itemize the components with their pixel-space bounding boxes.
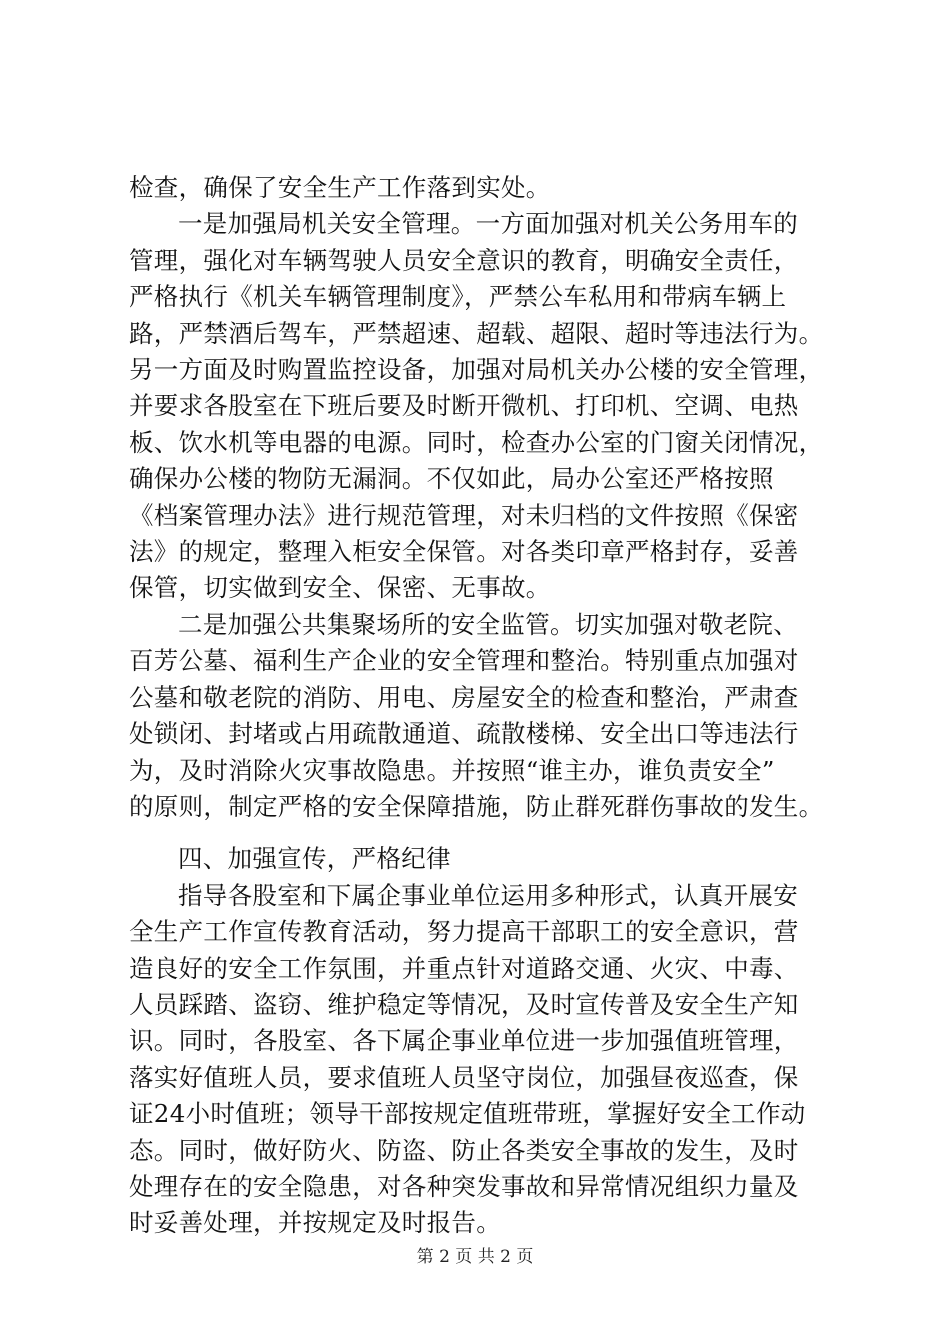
paragraph-line: 法》的规定，整理入柜安全保管。对各类印章严格封存，妥善	[129, 537, 799, 567]
paragraph-line: 的原则，制定严格的安全保障措施，防止群死群伤事故的发生。	[129, 791, 824, 821]
document-body	[129, 170, 849, 1242]
paragraph-line: 板、饮水机等电器的电源。同时，检查办公室的门窗关闭情况，	[129, 427, 824, 457]
paragraph-line: 识。同时，各股室、各下属企事业单位进一步加强值班管理，	[129, 1026, 799, 1056]
page-footer: 第 2 页 共 2 页	[416, 1247, 534, 1267]
paragraph-line: 管理，强化对车辆驾驶人员安全意识的教育，明确安全责任，	[129, 245, 799, 275]
paragraph-line: 人员踩踏、盗窃、维护稳定等情况，及时宣传普及安全生产知	[129, 989, 799, 1019]
paragraph-line: 证24小时值班；领导干部按规定值班带班，掌握好安全工作动	[129, 1099, 806, 1129]
paragraph-line: 时妥善处理，并按规定及时报告。	[129, 1208, 501, 1238]
section-heading: 四、加强宣传，严格纪律	[178, 844, 451, 874]
paragraph-line: 二是加强公共集聚场所的安全监管。切实加强对敬老院、	[178, 609, 798, 639]
paragraph-line: 检查，确保了安全生产工作落到实处。	[129, 173, 551, 202]
section-spacer	[129, 825, 849, 841]
paragraph-line: 指导各股室和下属企事业单位运用多种形式，认真开展安	[178, 880, 798, 910]
paragraph-line: 处理存在的安全隐患，对各种突发事故和异常情况组织力量及	[129, 1171, 799, 1201]
paragraph-line: 严格执行《机关车辆管理制度》，严禁公车私用和带病车辆上	[129, 282, 787, 312]
paragraph-line: 造良好的安全工作氛围，并重点针对道路交通、火灾、中毒、	[129, 953, 799, 983]
paragraph-line: 《档案管理办法》进行规范管理，对未归档的文件按照《保密	[129, 500, 799, 530]
paragraph-line: 一是加强局机关安全管理。一方面加强对机关公务用车的	[178, 209, 798, 239]
paragraph-line: 落实好值班人员，要求值班人员坚守岗位，加强昼夜巡查，保	[129, 1062, 799, 1092]
paragraph-line: 百芳公墓、福利生产企业的安全管理和整治。特别重点加强对	[129, 646, 799, 676]
paragraph-line: 确保办公楼的物防无漏洞。不仅如此，局办公室还严格按照	[129, 464, 774, 494]
paragraph-line: 并要求各股室在下班后要及时断开微机、打印机、空调、电热	[129, 391, 799, 421]
paragraph-line: 保管，切实做到安全、保密、无事故。	[129, 573, 551, 603]
paragraph-line: 处锁闭、封堵或占用疏散通道、疏散楼梯、安全出口等违法行	[129, 719, 799, 749]
paragraph-line: 另一方面及时购置监控设备，加强对局机关办公楼的安全管理，	[129, 355, 824, 385]
paragraph-line: 公墓和敬老院的消防、用电、房屋安全的检查和整治，严肃查	[129, 682, 799, 712]
paragraph-line: 路，严禁酒后驾车，严禁超速、超载、超限、超时等违法行为。	[129, 318, 824, 348]
paragraph-line: 全生产工作宣传教育活动，努力提高干部职工的安全意识，营	[129, 917, 799, 947]
paragraph-line: 为，及时消除火灾事故隐患。并按照“谁主办，谁负责安全”	[129, 755, 775, 785]
paragraph-line: 态。同时，做好防火、防盗、防止各类安全事故的发生，及时	[129, 1135, 799, 1165]
